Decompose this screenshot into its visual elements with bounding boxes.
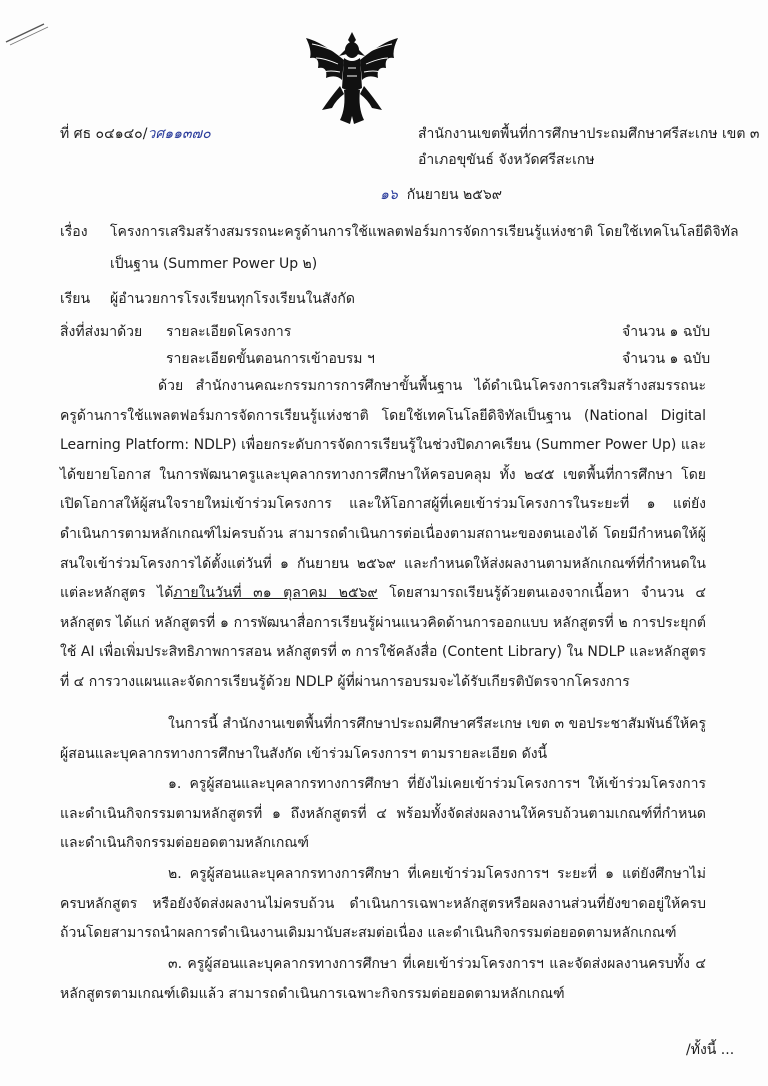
- handwritten-reference-no: วศ๑๑๓๗๐: [147, 126, 211, 142]
- letter-date: [380, 185, 502, 205]
- reference-label: ที่ ศธ ๐๔๑๔๐/: [60, 126, 148, 142]
- office-name: สำนักงานเขตพื้นที่การศึกษาประถมศึกษาศรีสะเกษ เขต ๓: [418, 126, 760, 142]
- continuation-marker: /ทั้งนี้ ...: [686, 1042, 735, 1058]
- office-address: อำเภอขุขันธ์ จังหวัดศรีสะเกษ: [418, 152, 595, 168]
- salutation-label: เรียน: [60, 291, 91, 307]
- enclosures-label: สิ่งที่ส่งมาด้วย: [60, 324, 143, 340]
- enclosure-qty: จำนวน ๑ ฉบับ: [622, 324, 711, 340]
- enclosure-item: รายละเอียดโครงการ: [166, 324, 292, 340]
- subject-line-2: เป็นฐาน (Summer Power Up ๒): [110, 256, 318, 272]
- paragraph-1-text: ด้วย สำนักงานคณะกรรมการการศึกษาขั้นพื้นฐาน ได้ดำเนินโครงการเสริมสร้างสมรรถนะครูด้านการใช้แพลตฟอร์มการจัดการเรียนรู้แห่งชาติ โดยใช้เทคโนโลยีดิจิทัลเป็นฐาน (National Digital Learning Platform: NDLP) เพื่อยกระดับการจัดการเรียนรู้ในช่วงปิดภาคเรียน (Summer Power Up) และได้ขยายโอกาส ในการพัฒนาครูและบุคลากรทางการศึกษาให้ครอบคลุม ทั้ง ๒๔๕ เขตพื้นที่การศึกษา โดยเปิดโอกาสให้ผู้สนใจรายใหม่เข้าร่วมโครงการ และให้โอกาสผู้ที่เคยเข้าร่วมโครงการในระยะที่ ๑ แต่ยังดำเนินการตามหลักเกณฑ์ไม่ครบถ้วน สามารถดำเนินการต่อเนื่องตามสถานะของตนเองได้ โดยมีกำหนดให้ผู้สนใจเข้าร่วมโครงการได้ตั้งแต่วันที่ ๑ กันยายน ๒๕๖๙ และกำหนดให้ส่งผลงานตามหลักเกณฑ์ที่กำหนดในแต่ละหลักสูตร ได้: [60, 378, 706, 602]
- garuda-emblem-icon: [300, 28, 404, 128]
- list-item-2: ๒. ครูผู้สอนและบุคลากรทางการศึกษา ที่เคยเข้าร่วมโครงการฯ ระยะที่ ๑ แต่ยังศึกษาไม่ครบหลักสูตร หรือยังจัดส่งผลงานไม่ครบถ้วน ดำเนินการเฉพาะหลักสูตรหรือผลงานส่วนที่ยังขาดอยู่ให้ครบถ้วนโดยสามารถนำผลการดำเนินงานเดิมมานับสะสมต่อเนื่อง และดำเนินกิจกรรมต่อยอดตามหลักเกณฑ์: [60, 866, 706, 942]
- list-item-1: ๑. ครูผู้สอนและบุคลากรทางการศึกษา ที่ยังไม่เคยเข้าร่วมโครงการฯ ให้เข้าร่วมโครงการและดำเนินกิจกรรมตามหลักสูตรที่ ๑ ถึงหลักสูตรที่ ๔ พร้อมทั้งจัดส่งผลงานให้ครบถ้วนตามเกณฑ์ที่กำหนด และดำเนินกิจกรรมต่อยอดตามหลักเกณฑ์: [60, 776, 706, 852]
- paragraph-1-text-cont: โดยสามารถเรียนรู้ด้วยตนเองจากเนื้อหา จำนวน ๔ หลักสูตร ได้แก่ หลักสูตรที่ ๑ การพัฒนาสื่อการเรียนรู้ผ่านแนวคิดด้านการออกแบบ หลักสูตรที่ ๒ การประยุกต์ใช้ AI เพื่อเพิ่มประสิทธิภาพการสอน หลักสูตรที่ ๓ การใช้คลังสื่อ (Content Library) ใน NDLP และหลักสูตรที่ ๔ การวางแผนและจัดการเรียนรู้ด้วย NDLP ผู้ที่ผ่านการอบรมจะได้รับเกียรติบัตรจากโครงการ: [60, 585, 706, 690]
- reference-number: [60, 124, 211, 144]
- enclosure-qty: จำนวน ๑ ฉบับ: [622, 351, 711, 367]
- salutation-text: ผู้อำนวยการโรงเรียนทุกโรงเรียนในสังกัด: [110, 291, 355, 307]
- subject-label: เรื่อง: [60, 224, 88, 240]
- date-month-year: กันยายน ๒๕๖๙: [406, 187, 502, 203]
- enclosure-item: รายละเอียดขั้นตอนการเข้าอบรม ฯ: [166, 351, 375, 367]
- body-paragraph-2: ในการนี้ สำนักงานเขตพื้นที่การศึกษาประถมศึกษาศรีสะเกษ เขต ๓ ขอประชาสัมพันธ์ให้ครูผู้สอนและบุคลากรทางการศึกษาในสังกัด เข้าร่วมโครงการฯ ตามรายละเอียด ดังนี้: [60, 716, 706, 762]
- handwritten-day: ๑๖: [380, 187, 398, 203]
- deadline-underlined: ภายในวันที่ ๓๑ ตุลาคม ๒๕๖๙: [173, 585, 378, 602]
- list-item-3: ๓. ครูผู้สอนและบุคลากรทางการศึกษา ที่เคยเข้าร่วมโครงการฯ และจัดส่งผลงานครบทั้ง ๔ หลักสูตรตามเกณฑ์เดิมแล้ว สามารถดำเนินการเฉพาะกิจกรรมต่อยอดตามหลักเกณฑ์: [60, 956, 706, 1002]
- subject-line-1: โครงการเสริมสร้างสมรรถนะครูด้านการใช้แพลตฟอร์มการจัดการเรียนรู้แห่งชาติ โดยใช้เทคโนโลยีดิจิทัล: [110, 224, 739, 240]
- scan-pen-mark: [4, 18, 54, 48]
- body-paragraph-1: [60, 372, 706, 698]
